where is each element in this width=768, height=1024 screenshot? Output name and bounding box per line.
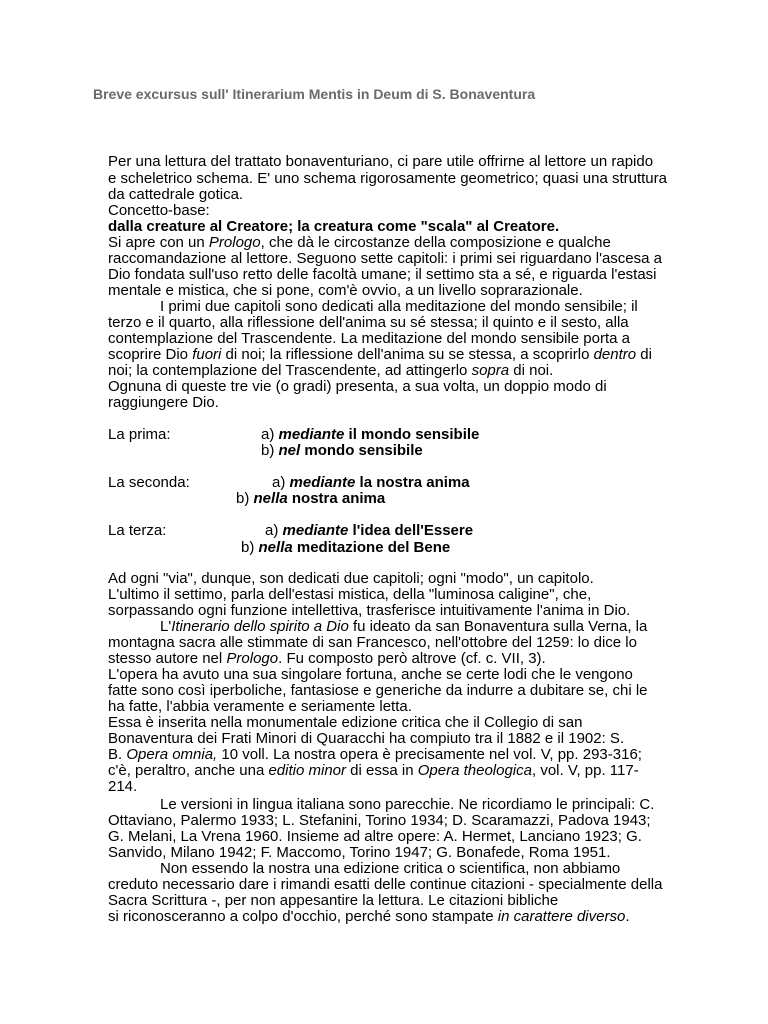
- text-line: Sanvido, Milano 1942; F. Maccomo, Torino 1947; G. Bonafede, Roma 1951.: [108, 844, 611, 861]
- text-line: scoprire Dio fuori di noi; la riflessione dell'anima su se stessa, a scoprirlo dentro di: [108, 346, 652, 363]
- text-line: L'Itinerario dello spirito a Dio fu ideato da san Bonaventura sulla Verna, la: [160, 618, 648, 635]
- text-line: Bonaventura dei Frati Minori di Quaracchi ha compiuto tra il 1882 e il 1902: S.: [108, 730, 625, 747]
- text-line: Sacra Scrittura -, per non appesantire la lettura. Le citazioni bibliche: [108, 892, 559, 909]
- text-line: sorpassando ogni funzione intellettiva, trasferisce intuitivamente l'anima in Dio.: [108, 602, 631, 619]
- via-label: La seconda:: [108, 474, 190, 491]
- text-line: L'ultimo il settimo, parla dell'estasi mistica, della "luminosa caligine", che,: [108, 586, 592, 603]
- text-line: Ad ogni "via", dunque, son dedicati due capitoli; ogni "modo", un capitolo.: [108, 570, 594, 587]
- text-line: Per una lettura del trattato bonaventuriano, ci pare utile offrirne al lettore un rapido: [108, 153, 654, 170]
- via-mode-a: a) mediante l'idea dell'Essere: [265, 522, 474, 539]
- text-line: da cattedrale gotica.: [108, 186, 244, 203]
- text-line: Ognuna di queste tre vie (o gradi) presenta, a sua volta, un doppio modo di: [108, 378, 607, 395]
- via-mode-a: a) mediante il mondo sensibile: [261, 426, 480, 443]
- document-title: Breve excursus sull' Itinerarium Mentis in Deum di S. Bonaventura: [93, 86, 536, 102]
- text-line: fatte sono così iperboliche, fantasiose e generiche da indurre a dubitare se, chi le: [108, 682, 648, 699]
- text-line: G. Melani, La Vrena 1960. Insieme ad altre opere: A. Hermet, Lanciano 1923; G.: [108, 828, 642, 845]
- text-line: stesso autore nel Prologo. Fu composto però altrove (cf. c. VII, 3).: [108, 650, 546, 667]
- text-line: raccomandazione al lettore. Seguono sette capitoli: i primi sei riguardano l'ascesa a: [108, 250, 663, 267]
- text-line: e scheletrico schema. E' uno schema rigorosamente geometrico; quasi una struttura: [108, 170, 667, 187]
- text-line: c'è, peraltro, anche una editio minor di essa in Opera theologica, vol. V, pp. 117-: [108, 762, 639, 779]
- text-line: B. Opera omnia, 10 voll. La nostra opera è precisamente nel vol. V, pp. 293-316;: [108, 746, 642, 763]
- text-line: Concetto-base:: [108, 202, 210, 219]
- via-label: La terza:: [108, 522, 167, 539]
- text-line: terzo e il quarto, alla riflessione dell'anima su sé stessa; il quinto e il sesto, alla: [108, 314, 629, 331]
- text-line: Dio fondata sull'uso retto delle facoltà umane; il settimo sta a sé, e riguarda l'estasi: [108, 266, 657, 283]
- text-line: creduto necessario dare i rimandi esatti delle continue citazioni - specialmente della: [108, 876, 663, 893]
- text-line: Essa è inserita nella monumentale edizione critica che il Collegio di san: [108, 714, 583, 731]
- via-mode-b: b) nella meditazione del Bene: [241, 539, 451, 556]
- via-mode-b: b) nella nostra anima: [236, 490, 386, 507]
- text-line: 214.: [108, 778, 138, 795]
- text-line: ha fatte, l'abbia veramente e seriamente letta.: [108, 698, 412, 715]
- text-line: Ottaviano, Palermo 1933; L. Stefanini, Torino 1934; D. Scaramazzi, Padova 1943;: [108, 812, 651, 829]
- via-mode-b: b) nel mondo sensibile: [261, 442, 423, 459]
- via-label: La prima:: [108, 426, 171, 443]
- text-line: montagna sacra alle stimmate di san Francesco, nell'ottobre del 1259: lo dice lo: [108, 634, 637, 651]
- text-line: si riconosceranno a colpo d'occhio, perché sono stampate in carattere diverso.: [108, 908, 630, 925]
- text-line: Le versioni in lingua italiana sono parecchie. Ne ricordiamo le principali: C.: [160, 796, 655, 813]
- concept-base: dalla creature al Creatore; la creatura come "scala" al Creatore.: [108, 218, 560, 235]
- text-line: I primi due capitoli sono dedicati alla meditazione del mondo sensibile; il: [160, 298, 638, 315]
- via-mode-a: a) mediante la nostra anima: [272, 474, 470, 491]
- text-line: Si apre con un Prologo, che dà le circostanze della composizione e qualche: [108, 234, 611, 251]
- text-line: raggiungere Dio.: [108, 394, 219, 411]
- text-line: contemplazione del Trascendente. La meditazione del mondo sensibile porta a: [108, 330, 630, 347]
- text-line: noi; la contemplazione del Trascendente, ad attingerlo sopra di noi.: [108, 362, 554, 379]
- text-line: L'opera ha avuto una sua singolare fortuna, anche se certe lodi che le vengono: [108, 666, 633, 683]
- text-line: Non essendo la nostra una edizione critica o scientifica, non abbiamo: [160, 860, 621, 877]
- text-line: mentale e mistica, che si pone, com'è ovvio, a un livello soprarazionale.: [108, 282, 583, 299]
